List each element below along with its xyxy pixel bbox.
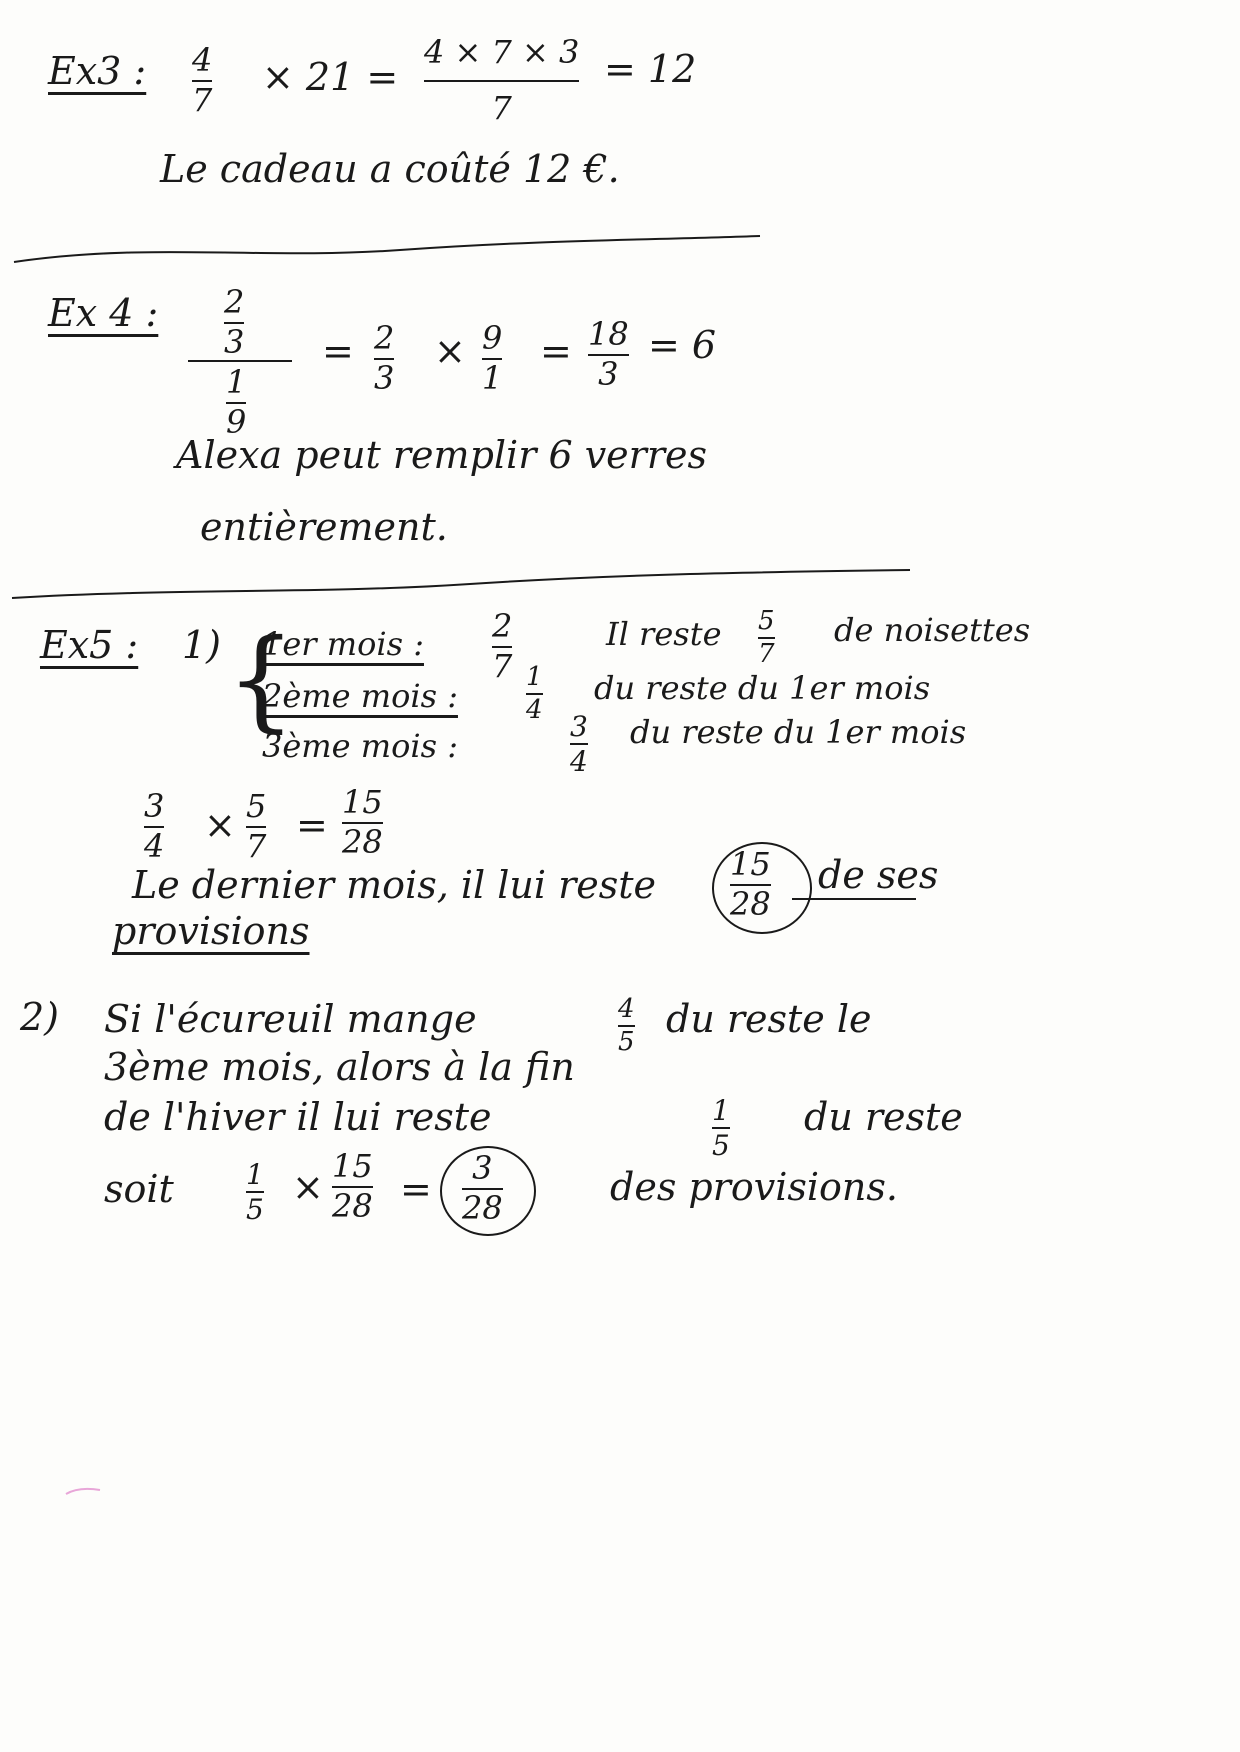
- ex4-sentence-line2: entièrement.: [200, 505, 448, 549]
- ex5-p2-fraction-4-5: 4 5: [618, 994, 635, 1058]
- ex5-brace: {: [226, 615, 296, 743]
- ex5-part1-label: 1): [182, 623, 222, 667]
- ex5-calc-fraction-3-4: 3 4: [144, 787, 165, 865]
- ex5-label: Ex5 :: [40, 623, 139, 667]
- ex5-p2-line2: 3ème mois, alors à la fin: [104, 1045, 575, 1089]
- ex5-p2-line3a: de l'hiver il lui reste: [104, 1095, 492, 1139]
- ex5-row1-fraction2: 5 7: [758, 606, 775, 670]
- ex5-part2-label: 2): [20, 995, 60, 1039]
- ex5-p2-equals: =: [400, 1167, 432, 1211]
- ex5-calc-times: ×: [204, 803, 236, 847]
- divider-wave-1: [0, 222, 1240, 272]
- ex5-p2-times: ×: [292, 1165, 324, 1209]
- ex5-row3-text: du reste du 1er mois: [630, 713, 967, 751]
- ex5-calc-equals: =: [296, 803, 328, 847]
- ex4-fraction-18-3: 18 3: [588, 315, 629, 393]
- ex4-result: = 6: [648, 323, 717, 367]
- ex5-row1-text: Il reste: [606, 615, 722, 653]
- ex5-p2-line4b: des provisions.: [610, 1165, 898, 1209]
- ex5-conclusion-underline: [792, 898, 916, 900]
- ex5-row2-label: 2ème mois :: [262, 677, 458, 715]
- ex5-conclusion-line1: Le dernier mois, il lui reste: [132, 863, 657, 907]
- ex5-p2-line3b: du reste: [804, 1095, 963, 1139]
- ex4-complex-numerator: 2 3: [224, 283, 245, 361]
- ex3-label: Ex3 :: [48, 49, 147, 93]
- ex5-calc-fraction-5-7: 5 7: [246, 787, 267, 865]
- ex4-sentence-line1: Alexa peut remplir 6 verres: [176, 433, 707, 477]
- ex5-row1-fraction: 2 7: [492, 607, 513, 685]
- ex5-p2-line1a: Si l'écureuil mange: [104, 997, 477, 1041]
- ex3-times-21: × 21 =: [262, 55, 399, 99]
- ex4-equals-1: =: [322, 329, 354, 373]
- ex3-result: = 12: [604, 47, 697, 91]
- ex5-row2-text: du reste du 1er mois: [594, 669, 931, 707]
- ex5-row3-label: 3ème mois :: [262, 727, 458, 765]
- ex5-calc-fraction-15-28: 15 28: [342, 783, 383, 861]
- ex5-p2-line1b: du reste le: [666, 997, 872, 1041]
- ex3-fraction-4-7: 4 7: [192, 41, 213, 119]
- ex3-fraction-product: 4 × 7 × 3 7: [424, 33, 580, 127]
- ex4-main-fraction-bar: [188, 360, 292, 362]
- ex5-row2-fraction: 1 4: [526, 662, 543, 726]
- ex4-fraction-2-3: 2 3: [374, 319, 395, 397]
- ex5-row3-fraction: 3 4: [570, 710, 588, 779]
- ex4-label: Ex 4 :: [48, 291, 159, 335]
- ex5-conclusion-line2: provisions: [112, 909, 310, 953]
- ex5-conclusion-tail: de ses: [818, 853, 939, 897]
- pink-mark: [64, 1486, 104, 1496]
- ex5-p2-f1: 1 5: [246, 1158, 264, 1227]
- ex5-p2-f2: 15 28: [332, 1147, 373, 1225]
- ex5-row1-tail: de noisettes: [834, 611, 1031, 649]
- ex5-p2-line4a: soit: [104, 1167, 174, 1211]
- ex4-fraction-9-1: 9 1: [482, 319, 503, 397]
- divider-wave-2: [0, 558, 1240, 608]
- ex5-p2-f3: 3 28: [462, 1149, 503, 1227]
- ex5-conclusion-fraction: 15 28: [730, 845, 771, 923]
- ex4-complex-denominator: 1 9: [226, 363, 247, 441]
- ex5-row1-label: 1er mois :: [262, 625, 424, 663]
- ex4-times: ×: [434, 329, 466, 373]
- ex4-equals-2: =: [540, 329, 572, 373]
- ex3-sentence: Le cadeau a coûté 12 €.: [160, 147, 620, 191]
- ex5-p2-fraction-1-5: 1 5: [712, 1094, 730, 1163]
